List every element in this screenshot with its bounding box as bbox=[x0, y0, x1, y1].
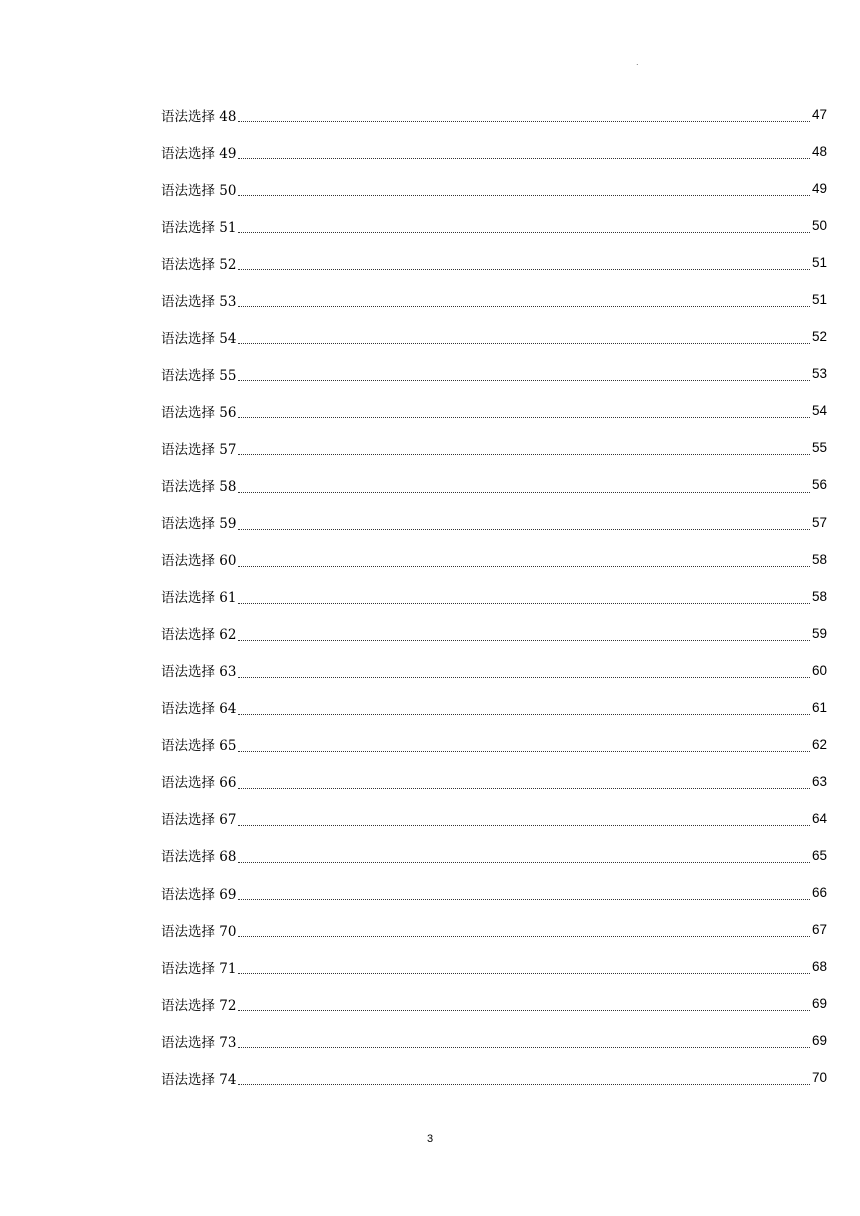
dot-leader bbox=[238, 861, 809, 863]
toc-entry-label: 语法选择 74 bbox=[161, 1071, 237, 1088]
toc-entry-page: 54 bbox=[811, 403, 827, 419]
toc-entry-label: 语法选择 67 bbox=[161, 812, 237, 829]
dot-leader bbox=[238, 231, 809, 233]
toc-entry[interactable] bbox=[161, 615, 827, 652]
toc-entry[interactable] bbox=[161, 96, 827, 133]
dot-leader bbox=[238, 676, 809, 678]
toc-entry-page: 70 bbox=[811, 1070, 827, 1086]
toc-entry[interactable] bbox=[161, 948, 827, 985]
toc-entry-label: 语法选择 69 bbox=[161, 886, 237, 903]
toc-entry[interactable] bbox=[161, 837, 827, 874]
dot-leader bbox=[238, 268, 809, 270]
toc-entry[interactable] bbox=[161, 504, 827, 541]
toc-entry[interactable] bbox=[161, 689, 827, 726]
dot-leader bbox=[238, 120, 809, 122]
toc-entry-page: 51 bbox=[811, 292, 827, 308]
table-of-contents bbox=[161, 96, 827, 1096]
toc-entry-page: 61 bbox=[811, 699, 827, 715]
toc-entry-page: 69 bbox=[811, 1033, 827, 1049]
toc-entry[interactable] bbox=[161, 355, 827, 392]
toc-entry-label: 语法选择 66 bbox=[161, 775, 237, 792]
toc-entry[interactable] bbox=[161, 281, 827, 318]
dot-leader bbox=[238, 1046, 809, 1048]
toc-entry[interactable] bbox=[161, 726, 827, 763]
toc-entry-page: 63 bbox=[811, 773, 827, 789]
dot-leader bbox=[238, 194, 809, 196]
toc-entry-label: 语法选择 70 bbox=[161, 923, 237, 940]
toc-entry-label: 语法选择 53 bbox=[161, 293, 237, 310]
dot-leader bbox=[238, 639, 809, 641]
toc-entry-page: 60 bbox=[811, 662, 827, 678]
toc-entry-page: 48 bbox=[811, 144, 827, 160]
toc-entry-page: 65 bbox=[811, 847, 827, 863]
toc-entry-page: 67 bbox=[811, 922, 827, 938]
toc-entry-page: 52 bbox=[811, 329, 827, 345]
toc-entry-label: 语法选择 57 bbox=[161, 441, 237, 458]
dot-leader bbox=[238, 824, 809, 826]
dot-leader bbox=[238, 565, 809, 567]
toc-entry-label: 语法选择 60 bbox=[161, 553, 237, 570]
toc-entry-label: 语法选择 61 bbox=[161, 590, 237, 607]
toc-entry-page: 66 bbox=[811, 885, 827, 900]
toc-entry-label: 语法选择 68 bbox=[161, 849, 237, 866]
dot-leader bbox=[238, 602, 809, 604]
toc-entry-label: 语法选择 59 bbox=[161, 516, 237, 533]
dot-leader bbox=[238, 157, 809, 159]
dot-leader bbox=[238, 379, 809, 381]
dot-leader bbox=[238, 972, 809, 974]
dot-leader bbox=[238, 713, 809, 715]
toc-entry[interactable] bbox=[161, 1022, 827, 1059]
toc-entry[interactable] bbox=[161, 244, 827, 281]
dot-leader bbox=[238, 1083, 809, 1085]
toc-entry-label: 语法选择 64 bbox=[161, 701, 237, 718]
dot-leader bbox=[238, 898, 809, 900]
dot-leader bbox=[238, 453, 809, 455]
toc-entry[interactable] bbox=[161, 429, 827, 466]
toc-entry-label: 语法选择 51 bbox=[161, 219, 237, 236]
toc-entry[interactable] bbox=[161, 763, 827, 800]
dot-leader bbox=[238, 1009, 809, 1011]
dot-leader bbox=[238, 305, 809, 307]
toc-entry-page: 69 bbox=[811, 996, 827, 1012]
toc-entry[interactable] bbox=[161, 985, 827, 1022]
dot-leader bbox=[238, 342, 809, 344]
toc-entry-page: 56 bbox=[811, 477, 827, 493]
toc-entry[interactable] bbox=[161, 874, 827, 911]
toc-entry[interactable] bbox=[161, 541, 827, 578]
toc-entry[interactable] bbox=[161, 466, 827, 503]
toc-entry-page: 58 bbox=[811, 551, 827, 567]
toc-entry-page: 59 bbox=[811, 625, 827, 641]
toc-entry-label: 语法选择 62 bbox=[161, 627, 237, 644]
toc-entry-label: 语法选择 65 bbox=[161, 738, 237, 755]
toc-entry-label: 语法选择 63 bbox=[161, 664, 237, 681]
toc-entry[interactable] bbox=[161, 652, 827, 689]
dot-leader bbox=[238, 750, 809, 752]
dot-leader bbox=[238, 528, 809, 530]
toc-entry-label: 语法选择 56 bbox=[161, 404, 237, 421]
toc-entry-label: 语法选择 55 bbox=[161, 367, 237, 384]
header-mark: . bbox=[636, 58, 639, 67]
dot-leader bbox=[238, 787, 809, 789]
toc-entry-label: 语法选择 71 bbox=[161, 960, 237, 977]
toc-entry[interactable] bbox=[161, 392, 827, 429]
dot-leader bbox=[238, 491, 809, 493]
toc-entry-page: 55 bbox=[811, 440, 827, 456]
toc-entry-label: 语法选择 52 bbox=[161, 256, 237, 273]
toc-entry-label: 语法选择 50 bbox=[161, 182, 237, 199]
toc-entry-page: 49 bbox=[811, 181, 827, 197]
toc-entry[interactable] bbox=[161, 133, 827, 170]
toc-entry[interactable] bbox=[161, 800, 827, 837]
toc-entry[interactable] bbox=[161, 207, 827, 244]
dot-leader bbox=[238, 416, 809, 418]
toc-entry[interactable] bbox=[161, 578, 827, 615]
toc-entry[interactable] bbox=[161, 318, 827, 355]
toc-entry[interactable] bbox=[161, 170, 827, 207]
toc-entry-page: 58 bbox=[811, 588, 827, 604]
toc-entry-label: 语法选择 54 bbox=[161, 330, 237, 347]
toc-entry-page: 53 bbox=[811, 366, 827, 382]
toc-entry-page: 51 bbox=[811, 255, 827, 271]
toc-entry-page: 50 bbox=[811, 218, 827, 234]
toc-entry-page: 47 bbox=[811, 107, 827, 123]
dot-leader bbox=[238, 935, 809, 937]
toc-entry-label: 语法选择 49 bbox=[161, 145, 237, 162]
toc-entry-page: 57 bbox=[811, 514, 827, 530]
toc-entry-page: 64 bbox=[811, 810, 827, 826]
toc-entry-label: 语法选择 72 bbox=[161, 997, 237, 1014]
toc-entry-page: 68 bbox=[811, 959, 827, 975]
toc-entry-label: 语法选择 58 bbox=[161, 478, 237, 495]
toc-entry-label: 语法选择 48 bbox=[161, 108, 237, 125]
toc-entry-label: 语法选择 73 bbox=[161, 1034, 237, 1051]
toc-entry[interactable] bbox=[161, 911, 827, 948]
page-number: 3 bbox=[426, 1133, 434, 1145]
toc-entry[interactable] bbox=[161, 1059, 827, 1096]
toc-entry-page: 62 bbox=[811, 736, 827, 752]
